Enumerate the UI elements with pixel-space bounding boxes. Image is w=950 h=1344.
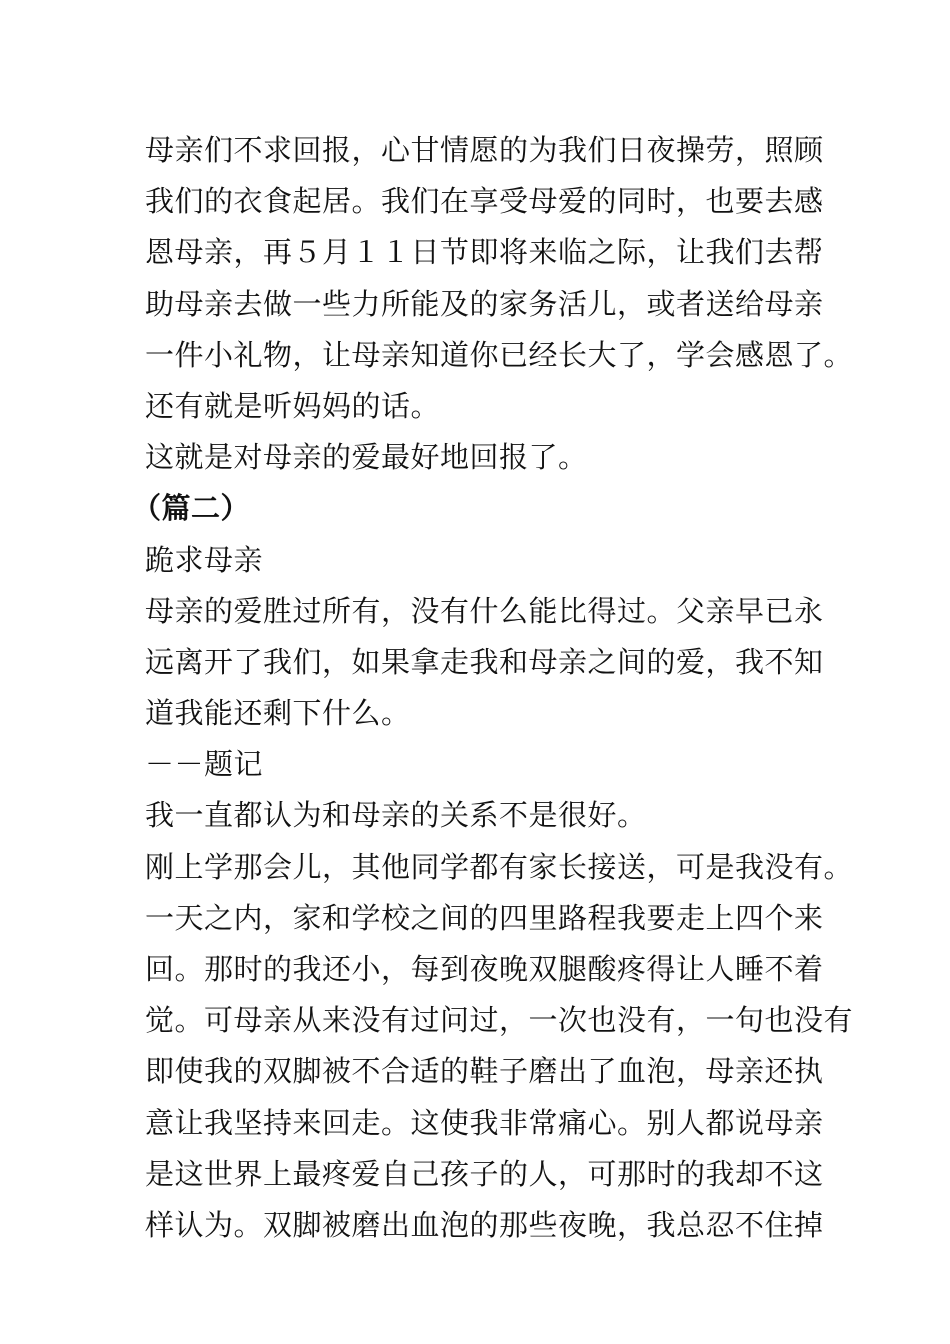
paragraph-line: 样认为。双脚被磨出血泡的那些夜晚，我总忍不住掉 <box>145 1207 824 1242</box>
paragraph-line: 我们的衣食起居。我们在享受母爱的同时，也要去感 <box>145 184 824 219</box>
paragraph-line: 这就是对母亲的爱最好地回报了。 <box>145 440 588 475</box>
body-text <box>132 125 854 1251</box>
paragraph-line: 母亲们不求回报，心甘情愿的为我们日夜操劳，照顾 <box>145 133 824 167</box>
paragraph-line: 即使我的双脚被不合适的鞋子磨出了血泡，母亲还执 <box>145 1054 824 1089</box>
paragraph-line: 是这世界上最疼爱自己孩子的人，可那时的我却不这 <box>145 1156 824 1191</box>
paragraph-line: 刚上学那会儿，其他同学都有家长接送，可是我没有。 <box>145 849 854 884</box>
paragraph-line: 助母亲去做一些力所能及的家务活儿，或者送给母亲 <box>145 286 824 321</box>
paragraph-line: 道我能还剩下什么。 <box>145 696 411 731</box>
paragraph-line: 母亲的爱胜过所有，没有什么能比得过。父亲早已永 <box>145 593 824 628</box>
paragraph-line: 一天之内，家和学校之间的四里路程我要走上四个来 <box>145 900 824 935</box>
epigraph-attribution: －－题记 <box>145 747 264 782</box>
section-heading: （篇二） <box>132 491 251 526</box>
paragraph-line: 回。那时的我还小，每到夜晚双腿酸疼得让人睡不着 <box>145 952 824 986</box>
paragraph-line: 恩母亲，再５月１１日节即将来临之际，让我们去帮 <box>145 235 824 270</box>
paragraph-line: 还有就是听妈妈的话。 <box>145 388 441 423</box>
paragraph-line: 觉。可母亲从来没有过问过，一次也没有，一句也没有 <box>145 1003 854 1038</box>
essay-title: 跪求母亲 <box>145 542 264 577</box>
paragraph-line: 我一直都认为和母亲的关系不是很好。 <box>145 798 647 833</box>
paragraph-line: 远离开了我们，如果拿走我和母亲之间的爱，我不知 <box>145 644 824 679</box>
paragraph-line: 一件小礼物，让母亲知道你已经长大了，学会感恩了。 <box>145 337 854 372</box>
paragraph-line: 意让我坚持来回走。这使我非常痛心。别人都说母亲 <box>145 1105 824 1140</box>
